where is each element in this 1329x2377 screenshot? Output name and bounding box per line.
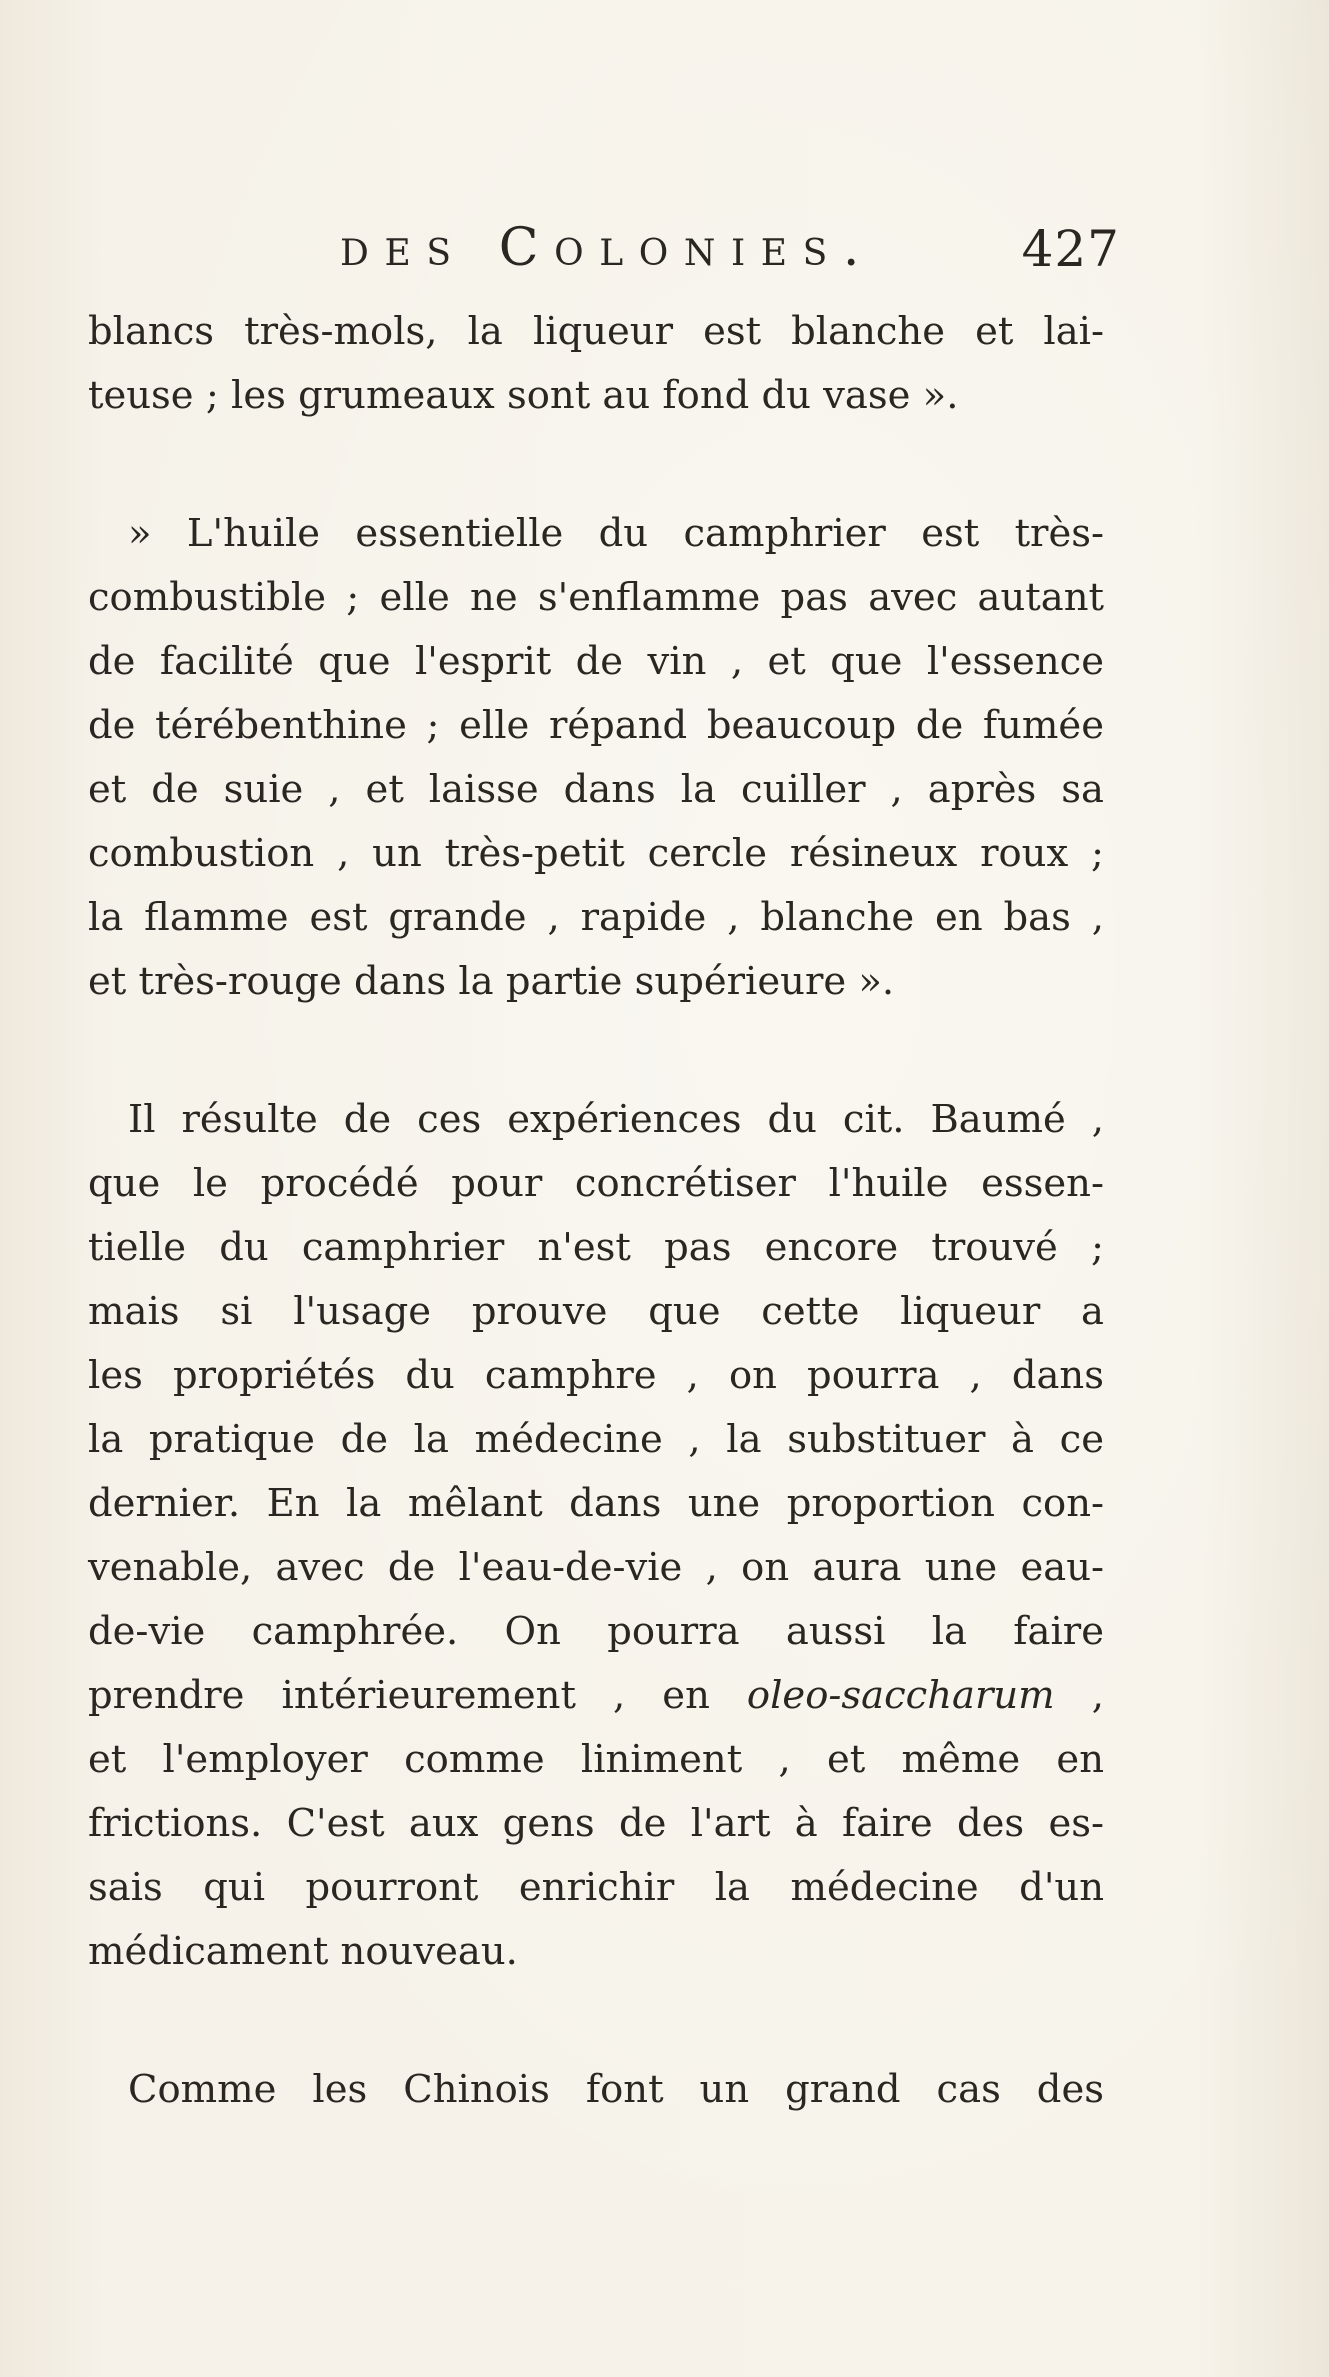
body-text [88, 300, 1104, 2122]
text-line: combustible ; elle ne s'enflamme pas avec autant [88, 575, 1104, 620]
page-header [340, 218, 1120, 288]
text-line: teuse ; les grumeaux sont au fond du vase ». [88, 373, 959, 418]
text-line: Comme les Chinois font un grand cas des [128, 2067, 1104, 2112]
text-line: Il résulte de ces expériences du cit. Baumé , [128, 1097, 1104, 1142]
text-line: et de suie , et laisse dans la cuiller , après sa [88, 767, 1104, 812]
text-segment: prendre intérieurement , en [88, 1673, 747, 1718]
text-line: combustion , un très-petit cercle résineux roux ; [88, 831, 1104, 876]
text-line: dernier. En la mêlant dans une proportion con- [88, 1481, 1104, 1526]
text-line: médicament nouveau. [88, 1929, 518, 1974]
text-line: tielle du camphrier n'est pas encore trouvé ; [88, 1225, 1104, 1270]
text-segment: , [1054, 1673, 1104, 1718]
text-line: les propriétés du camphre , on pourra , dans [88, 1353, 1104, 1398]
text-line: et très-rouge dans la partie supérieure ». [88, 959, 895, 1004]
text-line: venable, avec de l'eau-de-vie , on aura une eau- [88, 1545, 1104, 1590]
text-line: et l'employer comme liniment , et même en [88, 1737, 1104, 1782]
text-line-with-italic [88, 1664, 1104, 1728]
text-line: que le procédé pour concrétiser l'huile essen- [88, 1161, 1104, 1206]
paragraph-3 [88, 1088, 1104, 1984]
paragraph-1 [88, 300, 1104, 428]
text-line: » L'huile essentielle du camphrier est très- [128, 511, 1104, 556]
italic-term: oleo-saccharum [746, 1673, 1055, 1718]
paragraph-2 [88, 502, 1104, 1014]
running-head: des Colonies. [340, 218, 876, 278]
text-line: blancs très-mols, la liqueur est blanche et lai- [88, 309, 1104, 354]
text-line: frictions. C'est aux gens de l'art à faire des es- [88, 1801, 1104, 1846]
text-line: de-vie camphrée. On pourra aussi la faire [88, 1609, 1104, 1654]
text-line: la flamme est grande , rapide , blanche en bas , [88, 895, 1104, 940]
text-line: sais qui pourront enrichir la médecine d'un [88, 1865, 1104, 1910]
text-line: de térébenthine ; elle répand beaucoup de fumée [88, 703, 1104, 748]
text-line: mais si l'usage prouve que cette liqueur a [88, 1289, 1104, 1334]
page-number: 427 [1021, 220, 1120, 278]
paragraph-4 [88, 2058, 1104, 2122]
text-line: de facilité que l'esprit de vin , et que l'essence [88, 639, 1104, 684]
text-line: la pratique de la médecine , la substituer à ce [88, 1417, 1104, 1462]
